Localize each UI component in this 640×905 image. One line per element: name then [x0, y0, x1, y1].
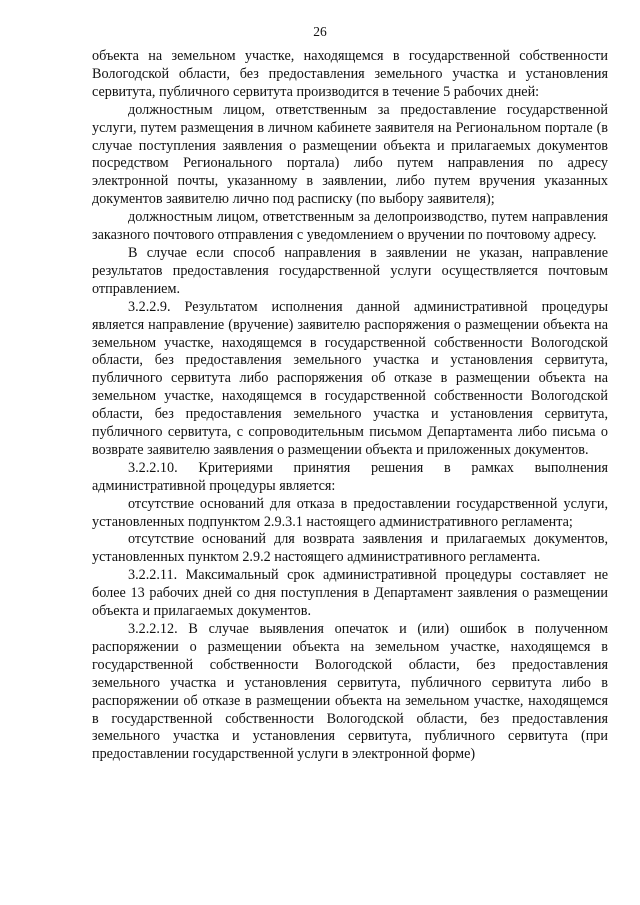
- paragraph-clerk-delivery: должностным лицом, ответственным за делопроизводство, путем направления заказного почтового отправления с уведомлением о вручении по почтовому адресу.: [92, 209, 608, 244]
- page-number: 26: [313, 24, 327, 39]
- document-body: [92, 48, 608, 764]
- paragraph-default-delivery: В случае если способ направления в заявлении не указан, направление результатов предоставления государственной услуги осуществляется почтовым отправлением.: [92, 244, 608, 297]
- paragraph-3-2-2-10: 3.2.2.10. Критериями принятия решения в рамках выполнения административной процедуры является:: [92, 459, 608, 494]
- paragraph-3-2-2-9: 3.2.2.9. Результатом исполнения данной административной процедуры является направление (вручение) заявителю распоряжения о размещении объекта на земельном участке, находящемся в государственной собственности Вологодской области, без предоставления земельного участка и установления сервитута, публичного сервитута либо распоряжения об отказе в размещении объекта на земельном участке, находящемся в государственной собственности Вологодской области, без предоставления земельного участка и установления сервитута, публичного сервитута, с сопроводительным письмом Департамента либо письма о возврате заявителю заявления о размещении объекта и приложенных документов.: [92, 298, 608, 458]
- paragraph-3-2-2-11: 3.2.2.11. Максимальный срок административной процедуры составляет не более 13 рабочих дней со дня поступления в Департамент заявления о размещении объекта и прилагаемых документов.: [92, 567, 608, 620]
- paragraph-official-delivery: должностным лицом, ответственным за предоставление государственной услуги, путем размещения в личном кабинете заявителя на Региональном портале (в случае поступления заявления о размещении объекта и прилагаемых документов посредством Регионального портала) либо путем направления по адресу электронной почты, указанному в заявлении, либо путем вручения указанных документов заявителю лично под расписку (по выбору заявителя);: [92, 101, 608, 208]
- paragraph-3-2-2-12: 3.2.2.12. В случае выявления опечаток и (или) ошибок в полученном распоряжении о размещении объекта на земельном участке, находящемся в государственной собственности Вологодской области, без предоставления земельного участка и установления сервитута, публичного сервитута либо в распоряжении об отказе в размещении объекта на земельном участке, находящемся в государственной собственности Вологодской области, без предоставления земельного участка и установления сервитута, публичного сервитута (при предоставлении государственной услуги в электронной форме): [92, 621, 608, 763]
- paragraph-criterion-refusal: отсутствие оснований для отказа в предоставлении государственной услуги, установленных подпунктом 2.9.3.1 настоящего административного регламента;: [92, 495, 608, 530]
- paragraph-continuation: объекта на земельном участке, находящемся в государственной собственности Вологодской области, без предоставления земельного участка и установления сервитута, публичного сервитута производится в течение 5 рабочих дней:: [92, 48, 608, 100]
- paragraph-criterion-return: отсутствие оснований для возврата заявления и прилагаемых документов, установленных пунктом 2.9.2 настоящего административного регламента.: [92, 531, 608, 566]
